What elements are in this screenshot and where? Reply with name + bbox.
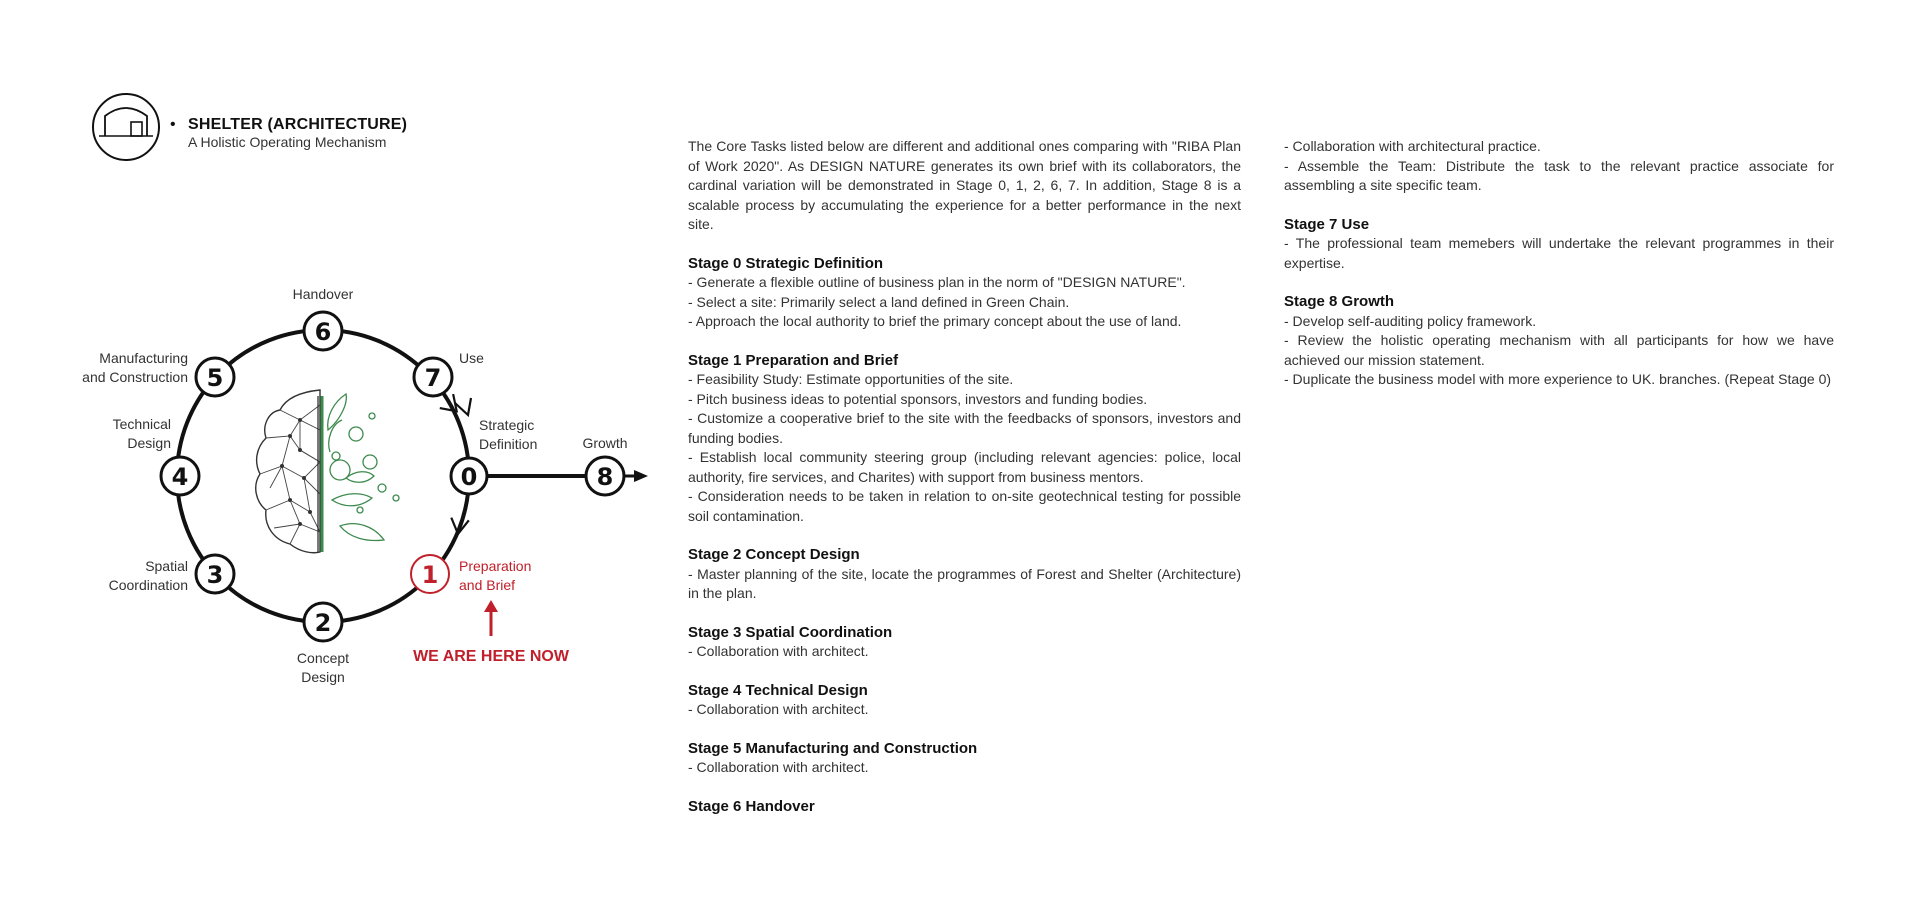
stage-node-7 xyxy=(414,358,452,396)
label-stage-1-line2: and Brief xyxy=(459,577,516,593)
stage-node-1 xyxy=(411,555,449,593)
stage-task-line: - Duplicate the business model with more experience to UK. branches. (Repeat Stage 0) xyxy=(1284,371,1832,387)
stage-task-line: - Collaboration with architect. xyxy=(688,701,869,717)
stage-block xyxy=(1284,215,1834,274)
label-stage-8: Growth xyxy=(582,435,628,451)
stage-task-line: - Collaboration with architect. xyxy=(688,759,869,775)
current-stage-marker xyxy=(413,600,570,665)
stage-task-line: - Approach the local authority to brief the primary concept about the use of land. xyxy=(688,313,1182,329)
page-title: SHELTER (ARCHITECTURE) xyxy=(188,116,408,133)
stage-task-line: - Pitch business ideas to potential sponsors, investors and funding bodies. xyxy=(688,390,1148,407)
stage-task-line: - Review the holistic operating mechanism with all participants for how we have achieved our mission statement. xyxy=(1284,332,1834,368)
growth-arrow-icon xyxy=(634,470,648,482)
stage-node-8 xyxy=(586,457,624,495)
stage-title: Stage 4 Technical Design xyxy=(688,681,868,699)
stage-node-5 xyxy=(196,358,234,396)
stage-node-2-number: 2 xyxy=(314,609,332,637)
intro-paragraph: The Core Tasks listed below are different and additional ones comparing with "RIBA Plan of Work 2020". As DESIGN NATURE generates its own brief with its collaborators, the cardinal variation will be demonstrated in Stage 0, 1, 2, 6, 7. In addition, Stage 8 is a scalable process by accumulating the experience for a better performance in the next site. xyxy=(688,138,1241,232)
stage-node-8-number: 8 xyxy=(596,463,614,491)
stage-task-line: - Collaboration with architect. xyxy=(688,643,869,659)
label-stage-3-line2: Coordination xyxy=(108,577,188,593)
stage-task-line: - Master planning of the site, locate the programmes of Forest and Shelter (Architecture) in the plan. xyxy=(688,565,1241,601)
stage-node-1-number: 1 xyxy=(421,561,439,589)
label-stage-1-line1: Preparation xyxy=(459,558,532,574)
core-tasks-column-continued xyxy=(1284,137,1834,409)
stage-task-line: - Assemble the Team: Distribute the task to the relevant practice associate for assembling a site specific team. xyxy=(1284,157,1834,193)
stage-block xyxy=(688,254,1241,332)
stage-task-line: - Consideration needs to be taken in relation to on-site geotechnical testing for possible soil contamination. xyxy=(688,488,1241,524)
stage-node-4 xyxy=(161,457,199,495)
stage-task-line: - Develop self-auditing policy framework. xyxy=(1284,312,1537,329)
stage-task-line: - Generate a flexible outline of business plan in the norm of "DESIGN NATURE". xyxy=(688,274,1186,290)
we-are-here-label: WE ARE HERE NOW xyxy=(413,648,569,665)
label-stage-3-line1: Spatial xyxy=(145,558,188,574)
label-stage-5-line1: Manufacturing xyxy=(99,350,188,366)
stage-node-7-number: 7 xyxy=(424,364,442,392)
label-stage-4-line2: Design xyxy=(127,435,171,451)
core-tasks-column xyxy=(688,137,1241,835)
label-stage-6: Handover xyxy=(292,286,354,302)
label-stage-2-line2: Design xyxy=(301,669,345,685)
stage-task-line: - Customize a cooperative brief to the site with the feedbacks of sponsors, investors and funding bodies. xyxy=(688,410,1241,446)
label-stage-0-line1: Strategic xyxy=(479,417,535,433)
label-stage-5-line2: and Construction xyxy=(82,369,188,385)
stage-node-6-number: 6 xyxy=(314,318,332,346)
stage-title: Stage 3 Spatial Coordination xyxy=(688,623,893,641)
up-arrow-icon xyxy=(484,600,498,612)
stage-node-6 xyxy=(304,312,342,350)
stage-block xyxy=(688,797,1241,817)
stage-node-3-number: 3 xyxy=(206,561,224,589)
stage-title: Stage 7 Use xyxy=(1284,215,1370,233)
stage-block xyxy=(688,545,1241,604)
stage-title: Stage 0 Strategic Definition xyxy=(688,254,884,272)
brain-leaf-icon xyxy=(256,390,399,553)
stage-node-3 xyxy=(196,555,234,593)
stage-block xyxy=(688,681,1241,720)
stage-title: Stage 5 Manufacturing and Construction xyxy=(688,739,978,757)
stage-cycle-diagram xyxy=(0,0,660,720)
stage-title: Stage 6 Handover xyxy=(688,797,815,815)
stage-node-0 xyxy=(451,458,487,494)
stage-title: Stage 8 Growth xyxy=(1284,293,1395,310)
stage-title: Stage 2 Concept Design xyxy=(688,546,860,563)
stage-node-5-number: 5 xyxy=(206,364,224,392)
stage-block xyxy=(688,623,1241,662)
stage-6-continued xyxy=(1284,137,1834,196)
page-subtitle: A Holistic Operating Mechanism xyxy=(188,134,387,150)
stage-block xyxy=(688,739,1241,778)
stage-task-line: - Feasibility Study: Estimate opportunities of the site. xyxy=(688,371,1014,387)
label-stage-7: Use xyxy=(459,350,484,366)
stage-task-line: - Select a site: Primarily select a land defined in Green Chain. xyxy=(688,293,1070,310)
header-bullet: • xyxy=(170,116,176,133)
stage-task-line: - Establish local community steering group (including relevant agencies: police, local authority, fire services, and Charites) with support from business mentors. xyxy=(688,449,1241,485)
stage-block xyxy=(1284,292,1834,390)
stage-block xyxy=(688,351,1241,527)
stage-node-4-number: 4 xyxy=(171,463,189,491)
stage-task-line: - The professional team memebers will undertake the relevant programmes in their expertise. xyxy=(1284,235,1834,271)
stage-node-2 xyxy=(304,603,342,641)
stage-task-line: - Collaboration with architectural practice. xyxy=(1284,138,1541,154)
stage-title: Stage 1 Preparation and Brief xyxy=(688,351,899,369)
label-stage-4-line1: Technical xyxy=(112,416,171,432)
stage-node-0-number: 0 xyxy=(460,463,478,491)
label-stage-2-line1: Concept xyxy=(296,650,350,666)
label-stage-0-line2: Definition xyxy=(479,436,538,452)
